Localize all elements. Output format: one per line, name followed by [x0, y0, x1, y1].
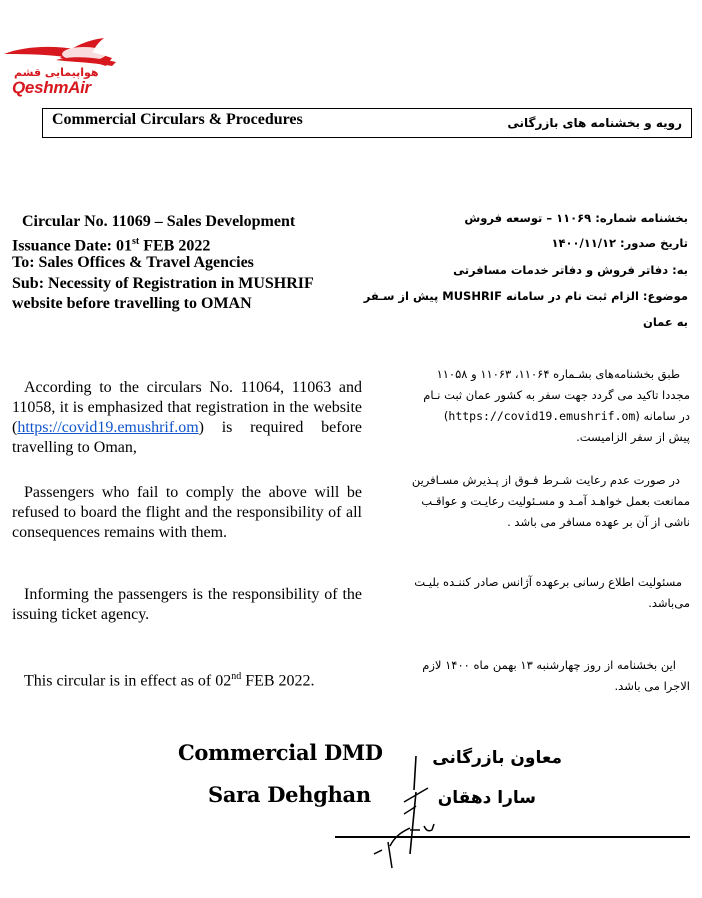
covid19-emushrif-link[interactable]: https://covid19.emushrif.om [17, 419, 199, 436]
paragraph-informing-fa: مسئولیت اطلاع رسانی برعهده آژانس صادر کننـده بلیـت می‌باشد. [414, 575, 690, 610]
paragraph-effective-fa: این بخشنامه از روز چهارشنبه ۱۳ بهمن ماه ۱۴۰۰ لازم الاجرا می باشد. [422, 658, 690, 693]
issuance-date-fa: تاریخ صدور: ۱۴۰۰/۱۱/۱۲ [551, 236, 688, 250]
subject-fa-line2: به عمان [643, 315, 688, 329]
circular-number-fa: بخشنامه شماره: ۱۱۰۶۹ – توسعه فروش [464, 211, 688, 225]
recipients-en: To: Sales Offices & Travel Agencies [12, 254, 254, 271]
subject-en-line1: Sub: Necessity of Registration in MUSHRIF [12, 275, 314, 292]
covid19-emushrif-url-fa[interactable]: https://covid19.emushrif.om [448, 409, 636, 423]
circular-number-en: Circular No. 11069 – Sales Development [22, 213, 296, 230]
paragraph-effective-en: This circular is in effect as of 02nd FEB 2022. [24, 671, 315, 690]
signature-name-fa: سارا دهقان [437, 788, 536, 808]
paragraph-refusal-en: Passengers who fail to comply the above will be refused to board the flight and the responsibility of all consequences remains with them. [12, 484, 362, 541]
subject-fa-line1: موضوع: الزام ثبت نام در سامانه MUSHRIF پیش از سـفر [363, 289, 688, 303]
logo-persian-text: هواپیمایی قشم [14, 66, 99, 79]
logo-brand-text: QeshmAir [12, 78, 91, 97]
paragraph-registration-fa: طبق بخشنامه‌های بشـماره ۱۱۰۶۴، ۱۱۰۶۳ و ۱۱۰۵۸ مجددا تاکید می گردد جهت سفر به کشور عمان ثبت نـام در سامانه (https://covid19.emushrif.om) پیش از سفر الزامیست. [423, 367, 690, 444]
recipients-fa: به: دفاتر فروش و دفاتر خدمات مسافرتی [453, 263, 688, 277]
header-title-fa: رویه و بخشنامه های بازرگانی [507, 116, 682, 130]
issuance-date-en: Issuance Date: 01st FEB 2022 [12, 236, 211, 255]
signature-name-en: Sara Dehghan [208, 782, 371, 807]
signature-title-en: Commercial DMD [178, 740, 383, 765]
header-title-en: Commercial Circulars & Procedures [52, 111, 303, 128]
handwritten-signature-icon [370, 750, 450, 880]
paragraph-registration-en: According to the circulars No. 11064, 11063 and 11058, it is emphasized that registration in the website (https://covid19.emushrif.om) is required before travelling to Oman, [12, 379, 362, 456]
subject-en-line2: website before travelling to OMAN [12, 295, 252, 312]
signature-title-fa: معاون بازرگانی [432, 748, 562, 768]
paragraph-informing-en: Informing the passengers is the responsibility of the issuing ticket agency. [12, 586, 362, 623]
paragraph-refusal-fa: در صورت عدم رعایت شـرط فـوق از پـذیرش مسـافرین ممانعت بعمل خواهـد آمـد و مسـئولیت رعایـت و عواقـب ناشی از آن بر عهده مسافر می باشد . [411, 473, 690, 529]
